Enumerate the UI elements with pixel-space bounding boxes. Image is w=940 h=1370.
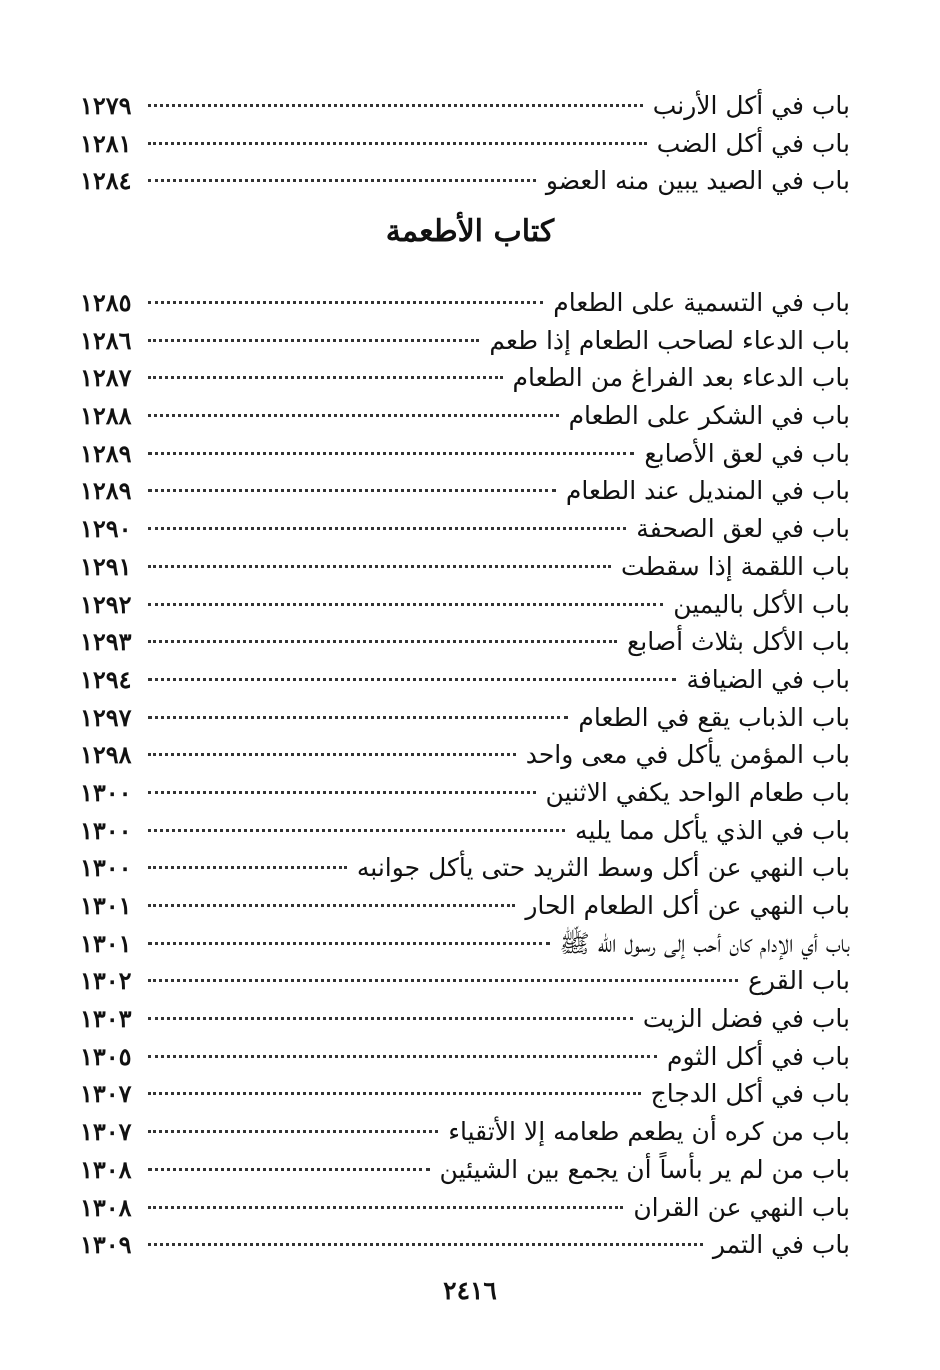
toc-entry: [80, 284, 850, 322]
toc-entry-title: باب في أكل الثوم: [666, 1041, 850, 1071]
toc-entry: [80, 548, 850, 586]
toc-entry-page: ١٣٠٠: [80, 815, 132, 845]
toc-leader-dots: [148, 866, 347, 869]
toc-list-previous-section: [80, 87, 850, 200]
toc-leader-dots: [148, 791, 536, 794]
toc-entry-page: ١٢٩٢: [80, 589, 132, 619]
toc-entry-page: ١٣٠٠: [80, 777, 132, 807]
toc-entry: [80, 623, 850, 661]
toc-entry-title: باب الدعاء بعد الفراغ من الطعام: [512, 363, 850, 393]
toc-entry: [80, 359, 850, 397]
toc-leader-dots: [148, 142, 647, 145]
toc-entry-title: باب في الشكر على الطعام: [568, 401, 850, 431]
toc-entry: [80, 812, 850, 850]
toc-entry: [80, 1000, 850, 1038]
toc-entry-page: ١٢٩٣: [80, 627, 132, 657]
toc-leader-dots: [148, 716, 568, 719]
page-number: ٢٤١٦: [443, 1276, 497, 1305]
toc-entry-page: ١٣٠٥: [80, 1041, 132, 1071]
toc-entry: [80, 322, 850, 360]
toc-entry-page: ١٣٠٨: [80, 1192, 132, 1222]
toc-entry: [80, 87, 850, 125]
toc-leader-dots: [148, 1168, 430, 1171]
toc-entry-page: ١٣٠١: [80, 891, 132, 920]
toc-leader-dots: [148, 904, 515, 907]
toc-entry-title: باب في لعق الأصابع: [644, 438, 850, 468]
toc-entry-page: ١٢٨٧: [80, 363, 132, 393]
toc-entry-title: باب الذباب يقع في الطعام: [578, 702, 850, 732]
toc-entry-page: ١٢٩٧: [80, 702, 132, 732]
toc-entry-title: باب في الصيد يبين منه العضو: [545, 166, 850, 196]
toc-entry: [80, 586, 850, 624]
toc-entry: [80, 472, 850, 510]
toc-entry-title: باب اللقمة إذا سقطت: [621, 551, 850, 581]
toc-leader-dots: [148, 829, 565, 832]
toc-entry-title: باب في أكل الدجاج: [650, 1079, 850, 1109]
toc-entry: [80, 887, 850, 925]
toc-entry-title: باب في التسمية على الطعام: [553, 288, 850, 317]
toc-leader-dots: [148, 104, 643, 107]
toc-entry-title: باب في الذي يأكل مما يليه: [575, 815, 850, 845]
toc-entry-page: ١٣٠٠: [80, 853, 132, 883]
toc-entry-title: باب في لعق الصحفة: [636, 514, 850, 544]
toc-entry-title: باب أي الإدام كان أحب إلى رسول الله ﷺ: [559, 928, 850, 958]
toc-entry-page: ١٢٨٤: [80, 166, 132, 196]
toc-entry-page: ١٣٠٧: [80, 1117, 132, 1147]
toc-entry-title: باب المؤمن يأكل في معى واحد: [525, 740, 850, 770]
toc-entry: [80, 510, 850, 548]
toc-entry-page: ١٢٨١: [80, 128, 132, 158]
toc-entry-page: ١٣٠١: [80, 928, 132, 958]
toc-entry-page: ١٣٠٣: [80, 1004, 132, 1034]
toc-entry-title: باب في التمر: [712, 1230, 850, 1260]
toc-entry-title: باب في فضل الزيت: [642, 1004, 850, 1034]
toc-leader-dots: [148, 414, 559, 417]
toc-leader-dots: [148, 678, 676, 681]
toc-leader-dots: [148, 1055, 657, 1058]
toc-entry: [80, 962, 850, 1000]
toc-entry: [80, 1113, 850, 1151]
toc-leader-dots: [148, 489, 556, 492]
toc-entry: [80, 736, 850, 774]
toc-entry-page: ١٢٨٦: [80, 325, 132, 355]
toc-entry-page: ١٢٨٩: [80, 438, 132, 468]
toc-leader-dots: [148, 527, 626, 530]
toc-entry-page: ١٢٨٨: [80, 401, 132, 431]
toc-leader-dots: [148, 1130, 438, 1133]
toc-entry: [80, 661, 850, 699]
toc-entry-page: ١٢٩٨: [80, 740, 132, 770]
toc-entry-page: ١٢٩١: [80, 551, 132, 581]
toc-entry-title: باب النهي عن أكل الطعام الحار: [525, 891, 850, 920]
toc-leader-dots: [148, 753, 516, 756]
toc-leader-dots: [148, 452, 634, 455]
toc-entry-page: ١٢٨٩: [80, 476, 132, 506]
toc-entry-title: باب الأكل بثلاث أصابع: [627, 627, 850, 657]
toc-entry: [80, 1038, 850, 1076]
toc-leader-dots: [148, 603, 663, 606]
toc-entry-title: باب في أكل الأرنب: [652, 91, 850, 120]
toc-entry-title: باب النهي عن أكل وسط الثريد حتى يأكل جوانبه: [356, 853, 850, 883]
toc-entry-page: ١٣٠٢: [80, 966, 132, 996]
toc-leader-dots: [148, 339, 479, 342]
toc-leader-dots: [148, 565, 611, 568]
toc-entry: [80, 699, 850, 737]
toc-leader-dots: [148, 640, 617, 643]
toc-entry-page: ١٢٩٤: [80, 664, 132, 694]
toc-entry-page: ١٣٠٩: [80, 1230, 132, 1260]
toc-entry: [80, 925, 850, 963]
toc-entry: [80, 1075, 850, 1113]
toc-leader-dots: [148, 942, 550, 945]
toc-entry-page: ١٢٧٩: [80, 91, 132, 120]
toc-entry-title: باب القرع: [748, 966, 850, 996]
toc-entry-title: باب من كره أن يطعم طعامه إلا الأتقياء: [448, 1117, 850, 1147]
toc-entry-title: باب في الضيافة: [686, 664, 850, 694]
toc-entry: [80, 162, 850, 200]
toc-entry: [80, 1189, 850, 1227]
toc-entry-page: ١٢٨٥: [80, 288, 132, 317]
toc-entry: [80, 435, 850, 473]
toc-entry-title: باب في أكل الضب: [656, 128, 850, 158]
toc-leader-dots: [148, 301, 543, 304]
toc-entry-page: ١٣٠٧: [80, 1079, 132, 1109]
toc-leader-dots: [148, 1092, 641, 1095]
toc-entry-title: باب النهي عن القران: [633, 1192, 850, 1222]
toc-entry: [80, 1151, 850, 1189]
toc-list-section: [80, 284, 850, 1264]
toc-entry: [80, 774, 850, 812]
toc-entry: [80, 849, 850, 887]
toc-leader-dots: [148, 979, 738, 982]
toc-entry-page: ١٢٩٠: [80, 514, 132, 544]
toc-entry: [80, 397, 850, 435]
toc-leader-dots: [148, 1206, 623, 1209]
toc-entry: [80, 1226, 850, 1264]
toc-entry-page: ١٣٠٨: [80, 1154, 132, 1184]
section-heading: كتاب الأطعمة: [385, 214, 555, 249]
toc-entry-title: باب الدعاء لصاحب الطعام إذا طعم: [489, 325, 850, 355]
toc-leader-dots: [148, 1017, 633, 1020]
toc-entry-title: باب في المنديل عند الطعام: [565, 476, 850, 506]
toc-entry-title: باب من لم ير بأساً أن يجمع بين الشيئين: [439, 1154, 850, 1184]
toc-leader-dots: [148, 1243, 703, 1246]
toc-entry: [80, 125, 850, 163]
toc-entry-title: باب طعام الواحد يكفي الاثنين: [545, 777, 850, 807]
toc-entry-title: باب الأكل باليمين: [673, 589, 850, 619]
toc-leader-dots: [148, 179, 536, 182]
toc-leader-dots: [148, 376, 503, 379]
